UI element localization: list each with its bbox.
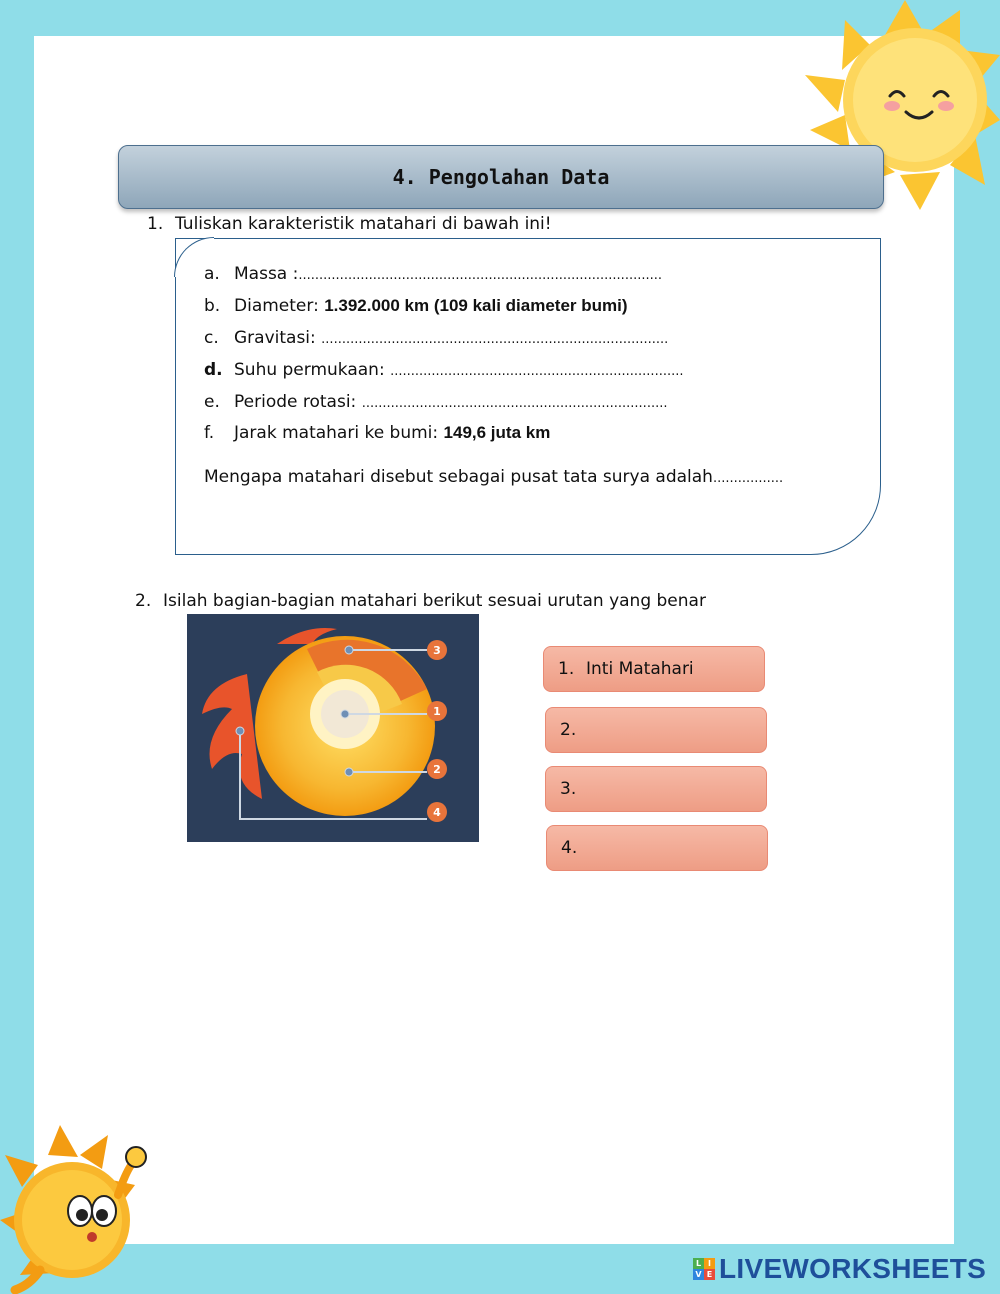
cartoon-sun-mascot-icon <box>0 1125 160 1294</box>
marker-label: 2 <box>433 763 441 776</box>
characteristic-suhu <box>204 360 684 380</box>
jarak-answer: 149,6 juta km <box>443 423 551 442</box>
item-text: Gravitasi: <box>234 328 322 348</box>
why-text: Mengapa matahari disebut sebagai pusat tata surya adalah <box>204 467 713 487</box>
logo-mark-icon <box>693 1258 715 1280</box>
why-blank[interactable]: ................. <box>712 471 784 486</box>
item-label: f. <box>204 423 215 443</box>
characteristic-massa <box>204 264 662 284</box>
liveworksheets-logo <box>693 1254 986 1284</box>
why-question <box>204 467 783 487</box>
question-1-text: Tuliskan karakteristik matahari di bawah ini! <box>175 214 552 234</box>
massa-blank[interactable]: ........................................................................................ <box>298 268 663 283</box>
answer-slot-4[interactable] <box>546 825 768 871</box>
question-2-number: 2. <box>135 591 152 611</box>
item-label: c. <box>204 328 219 348</box>
logo-text: LIVEWORKSHEETS <box>719 1253 987 1284</box>
answer-slot-2[interactable] <box>545 707 767 753</box>
marker-label: 3 <box>433 644 441 657</box>
periode-rotasi-blank[interactable]: .......................................................................... <box>361 396 668 411</box>
gravitasi-blank[interactable]: .................................................................................... <box>321 332 669 347</box>
characteristic-diameter <box>204 296 628 316</box>
item-text: Periode rotasi: <box>234 392 362 412</box>
item-text: Jarak matahari ke bumi: <box>234 423 444 443</box>
slot-number: 3. <box>560 779 577 799</box>
marker-label: 4 <box>433 806 441 819</box>
suhu-blank[interactable]: ....................................................................... <box>390 364 684 379</box>
slot-number: 2. <box>560 720 577 740</box>
logo-letter: V <box>693 1269 704 1280</box>
item-text: Massa : <box>234 264 299 284</box>
logo-letter: E <box>704 1269 715 1280</box>
item-label: e. <box>204 392 220 412</box>
answer-slot-1[interactable] <box>543 646 765 692</box>
section-title: 4. Pengolahan Data <box>392 165 610 189</box>
question-2-text: Isilah bagian-bagian matahari berikut sesuai urutan yang benar <box>163 591 706 611</box>
marker-label: 1 <box>433 705 441 718</box>
diameter-answer: 1.392.000 km (109 kali diameter bumi) <box>324 296 628 315</box>
slot-number: 1. <box>558 659 575 679</box>
item-label: d. <box>204 360 223 380</box>
slot-number: 4. <box>561 838 578 858</box>
logo-letter: I <box>704 1258 715 1269</box>
item-label: a. <box>204 264 220 284</box>
sun-layers-diagram <box>187 614 479 842</box>
logo-letter: L <box>693 1258 704 1269</box>
item-text: Diameter: <box>234 296 325 316</box>
characteristic-jarak <box>204 423 550 443</box>
characteristic-periode-rotasi <box>204 392 667 412</box>
question-2 <box>135 591 706 611</box>
characteristic-gravitasi <box>204 328 668 348</box>
section-header <box>118 145 884 209</box>
question-1 <box>147 214 552 234</box>
slot-text: Inti Matahari <box>586 659 694 679</box>
item-text: Suhu permukaan: <box>234 360 391 380</box>
question-1-number: 1. <box>147 214 164 234</box>
answer-slot-3[interactable] <box>545 766 767 812</box>
item-label: b. <box>204 296 221 316</box>
